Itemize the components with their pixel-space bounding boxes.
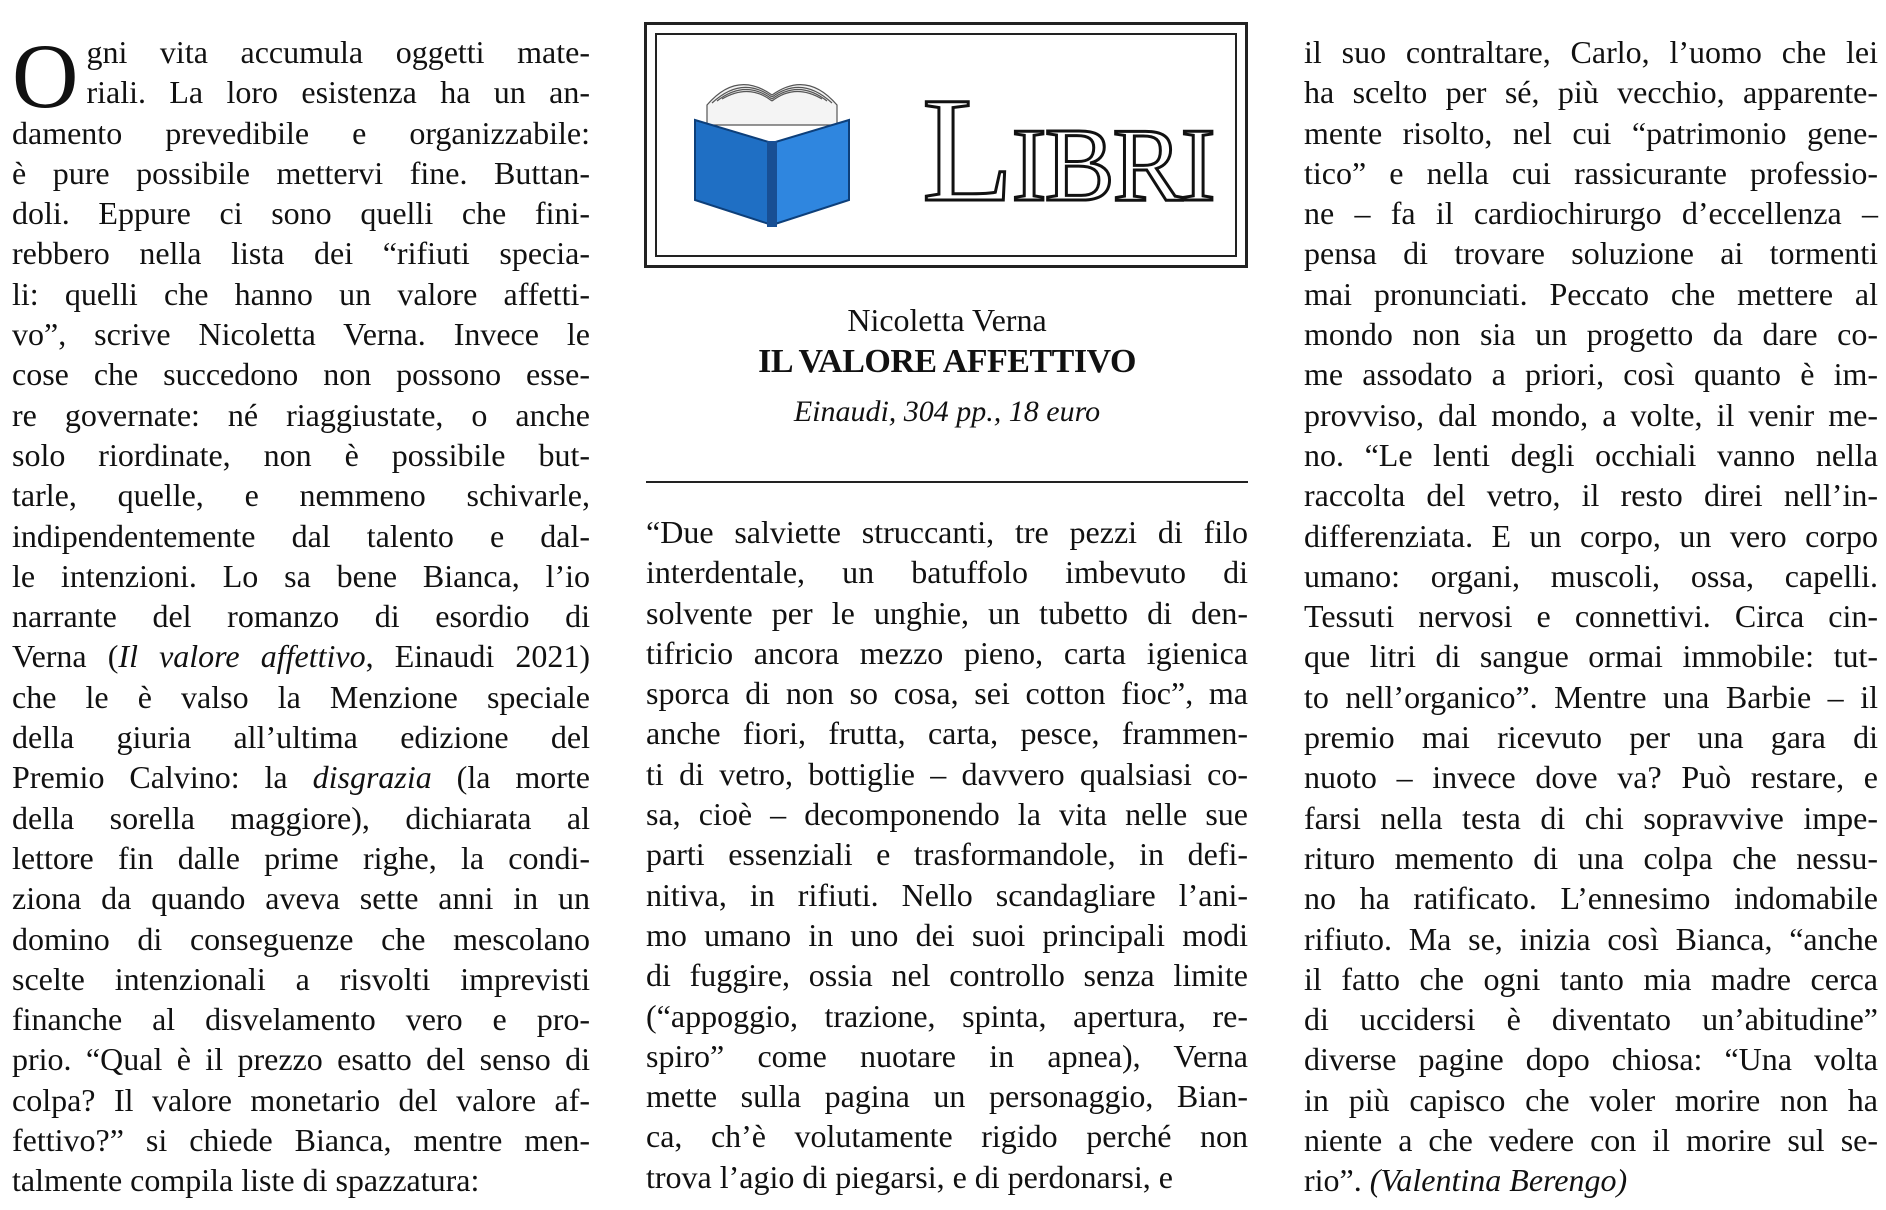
text-line: cose che succedono non possono esse- <box>12 356 590 393</box>
text-line: provviso, dal mondo, a volte, il venir me- <box>1304 396 1878 433</box>
text-line: in più capisco che voler morire non ha <box>1304 1081 1878 1118</box>
book-author: Nicoletta Verna <box>847 302 1047 338</box>
text-line: lettore fin dalle prime righe, la condi- <box>12 839 590 876</box>
text-line: sa, cioè – decomponendo la vita nelle sue <box>646 796 1248 833</box>
text-line: finanche al disvelamento vero e pro- <box>12 1001 590 1038</box>
text-line: parti essenziali e trasformandole, in defi- <box>646 836 1248 873</box>
text-line: ti di vetro, bottiglie – davvero qualsiasi co- <box>646 755 1248 792</box>
article-column-1 <box>12 25 591 1201</box>
text-line: il fatto che ogni tanto mia madre cerca <box>1304 960 1878 997</box>
section-header-box <box>644 22 1248 268</box>
text-line: solvente per le unghie, un tubetto di den- <box>646 594 1248 631</box>
text-line: niente a che vedere con il morire sul se- <box>1304 1122 1878 1159</box>
text-line: pensa di trovare soluzione ai tormenti <box>1304 235 1878 272</box>
text-line: ca, ch’è volutamente rigido perché non <box>646 1118 1248 1155</box>
text-line: re governate: né riaggiustate, o anche <box>12 396 590 433</box>
text-line: mai pronunciati. Peccato che mettere al <box>1304 275 1878 312</box>
text-line: nuoto – invece dove va? Può restare, e <box>1304 759 1878 796</box>
text-line: (“appoggio, trazione, spinta, apertura, re- <box>646 997 1248 1034</box>
text-line: Tessuti nervosi e connettivi. Circa cin- <box>1304 598 1878 635</box>
text-line: tarle, quelle, e nemmeno schivarle, <box>12 477 590 514</box>
column-1-text <box>12 25 591 1201</box>
text-line: que litri di sangue ormai immobile: tut- <box>1304 638 1878 675</box>
text-line: domino di conseguenze che mescolano <box>12 920 590 957</box>
text-line: nitiva, in rifiuti. Nello scandagliare l’ani- <box>646 876 1248 913</box>
text-line: mente risolto, nel cui “patrimonio gene- <box>1304 114 1878 151</box>
text-line: che le è valso la Menzione speciale <box>12 678 590 715</box>
text-line: raccolta del vetro, il resto direi nell’in- <box>1304 477 1878 514</box>
text-line: rituro memento di una colpa che nessu- <box>1304 839 1878 876</box>
text-line: prio. “Qual è il prezzo esatto del senso di <box>12 1041 590 1078</box>
book-info <box>646 300 1248 434</box>
text-line: ne – fa il cardiochirurgo d’eccellenza – <box>1304 195 1878 232</box>
text-line: indipendentemente dal talento e dal- <box>12 517 590 554</box>
text-line: riali. La loro esistenza ha un an- <box>86 74 590 111</box>
text-line: damento prevedibile e organizzabile: <box>12 114 590 151</box>
text-line: della giuria all’ultima edizione del <box>12 719 590 756</box>
text-line: premio mai ricevuto per una gara di <box>1304 719 1878 756</box>
text-line: talmente compila liste di spazzatura: <box>12 1162 480 1199</box>
column-2-text <box>646 512 1248 1197</box>
text-line: Premio Calvino: la disgrazia (la morte <box>12 759 591 796</box>
text-line: no ha ratificato. L’ennesimo indomabile <box>1304 880 1878 917</box>
section-title-text: Libri <box>922 67 1214 233</box>
text-line: vo”, scrive Nicoletta Verna. Invece le <box>12 316 590 353</box>
text-line: anche fiori, frutta, carta, pesce, frammen- <box>646 715 1248 752</box>
section-title <box>922 67 1214 233</box>
text-line: tifricio ancora mezzo pieno, carta igienica <box>646 634 1248 671</box>
text-line: trova l’agio di piegarsi, e di perdonarsi, e <box>646 1158 1173 1195</box>
text-line: to nell’organico”. Mentre una Barbie – il <box>1304 678 1878 715</box>
text-line: le intenzioni. Lo sa bene Bianca, l’io <box>12 557 590 594</box>
text-line: differenziata. E un corpo, un vero corpo <box>1304 517 1878 554</box>
text-line: rifiuto. Ma se, inizia così Bianca, “anche <box>1304 920 1878 957</box>
book-publisher: Einaudi, 304 pp., 18 euro <box>793 395 1101 428</box>
text-line: rio”. (Valentina Berengo) <box>1304 1162 1628 1199</box>
text-line: colpa? Il valore monetario del valore af- <box>12 1081 590 1118</box>
text-line: gni vita accumula oggetti mate- <box>86 34 590 70</box>
text-line: scelte intenzionali a risvolti imprevisti <box>12 960 590 997</box>
drop-cap: O <box>12 25 79 127</box>
text-line: mo umano in uno dei suoi principali modi <box>646 916 1248 953</box>
text-line: “Due salviette struccanti, tre pezzi di filo <box>646 514 1248 550</box>
text-line: diverse pagine dopo chiosa: “Una volta <box>1304 1041 1878 1078</box>
text-line: rebbero nella lista dei “rifiuti specia- <box>12 235 590 272</box>
text-line: mondo non sia un progetto da dare co- <box>1304 316 1878 353</box>
text-line: doli. Eppure ci sono quelli che fini- <box>12 195 590 232</box>
text-line: il suo contraltare, Carlo, l’uomo che lei <box>1304 34 1878 70</box>
article-column-2 <box>646 512 1248 1197</box>
text-line: no. “Le lenti degli occhiali vanno nella <box>1304 436 1878 473</box>
book-title: IL VALORE AFFETTIVO <box>758 343 1136 380</box>
text-line: solo riordinate, non è possibile but- <box>12 436 590 473</box>
column-3-text <box>1304 32 1878 1201</box>
text-line: umano: organi, muscoli, ossa, capelli. <box>1304 557 1878 594</box>
text-line: ha scelto per sé, più vecchio, apparente- <box>1304 74 1878 111</box>
text-line: spiro” come nuotare in apnea), Verna <box>646 1037 1248 1074</box>
text-line: fettivo?” si chiede Bianca, mentre men- <box>12 1122 590 1159</box>
text-line: narrante del romanzo di esordio di <box>12 598 590 635</box>
text-line: mette sulla pagina un personaggio, Bian- <box>646 1078 1248 1115</box>
text-line: Verna (Il valore affettivo, Einaudi 2021) <box>12 638 591 675</box>
text-line: di uccidersi è diventato un’abitudine” <box>1304 1001 1878 1038</box>
section-header-inner-frame <box>655 33 1237 257</box>
text-line: di fuggire, ossia nel controllo senza limite <box>646 957 1248 994</box>
text-line: me assodato a priori, così quanto è im- <box>1304 356 1878 393</box>
text-line: farsi nella testa di chi sopravvive impe- <box>1304 799 1878 836</box>
article-column-3 <box>1304 32 1878 1201</box>
text-line: ziona da quando aveva sette anni in un <box>12 880 590 917</box>
text-line: della sorella maggiore), dichiarata al <box>12 799 590 836</box>
text-line: interdentale, un batuffolo imbevuto di <box>646 554 1248 591</box>
divider-rule <box>646 481 1248 483</box>
text-line: è pure possibile mettervi fine. Buttan- <box>12 154 590 191</box>
text-line: li: quelli che hanno un valore affetti- <box>12 275 590 312</box>
text-line: sporca di non so cosa, sei cotton fioc”, ma <box>646 675 1248 712</box>
text-line: tico” e nella cui rassicurante professio- <box>1304 154 1878 191</box>
open-book-icon <box>687 65 857 235</box>
